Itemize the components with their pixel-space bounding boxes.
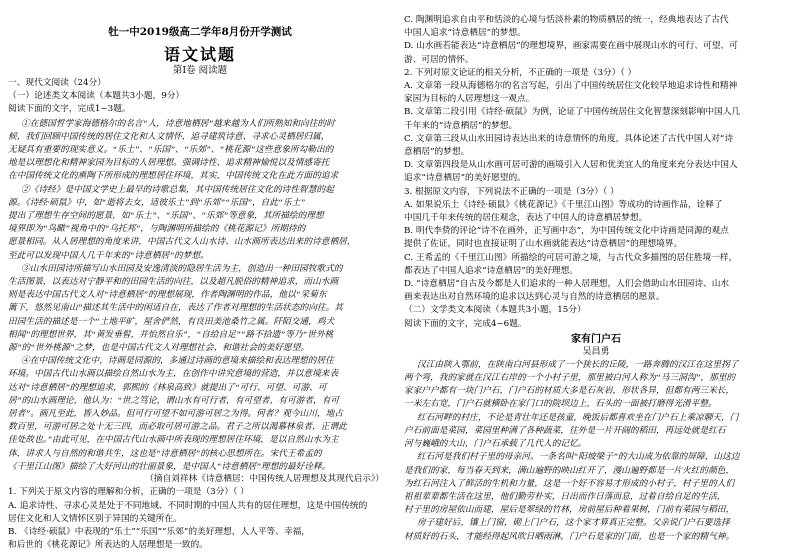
story-line: 红石河是我们村子里的母亲河。一条名叫“阳坡梁子”的大山成为依靠的屏障，山这边: [417, 451, 740, 462]
text-line: 境界即为“鸟瞰”视角中的“乌托邦”，与陶渊明所描绘的《桃花源记》所期待的: [8, 223, 306, 234]
text-line: 达对“诗意栖居”的理想追求，郭熙的《林泉高致》就提出了“可行、可望、可游、可: [8, 381, 327, 392]
text-line: C. 陶渊明追求自由平和恬淡的心境与恬淡朴素的物质栖居的统一，经典地表达了古代: [404, 15, 729, 25]
text-line: 地是以理想化和精神家园为目标的人居理想。强调诗性、追求精神愉悦以及情感寄托: [8, 157, 330, 168]
text-line: 一、现代文阅读（24分）: [8, 78, 106, 88]
story-title: 家有门户石: [571, 333, 621, 345]
text-line: 数百里，可游可居之处十无三四，而必取可居可游之品。君子之所以渴慕林泉者，正谓此: [8, 421, 347, 432]
text-line: 田园生活的描述是一个“土地平旷，屋舍俨然，有良田美池桑竹之属。阡陌交通，鸡犬: [8, 315, 335, 326]
story-line: 两个弯，我的家就在汉江右岸的一个小村子里，那里被白河人称为“马三洞沟”，那里的: [404, 372, 736, 383]
text-line: 候，我们回顾中国传统的居住文化和人文情怀，追寻建筑诗意、寻求心灵栖居归属，: [8, 130, 330, 141]
text-line: 环境。中国古代山水画以描绘自然山水为主，在创作中讲究意境的营造，并以意境来表: [8, 368, 339, 379]
text-line: 画来表达出对自然环境的追求以达到心灵与自然的诗意栖居的愿景。: [404, 292, 665, 303]
text-line: D. “诗意栖居”自古及今都是人们追求的一种人居理想，人们会借助山水田园诗、山水: [404, 279, 730, 290]
text-line: 源”的“世外桃源”之梦，也是中国古代文人对理想社会、和谐社会的美好愿望。: [8, 342, 310, 353]
text-line: 居住文化和人文情怀区别于异国的关键所在。: [8, 513, 182, 524]
story-line: 为红石河注入了鲜活的生机和力量，这是一个好不容易才形成的小村子，村子里的人们: [404, 477, 735, 488]
text-line: 都表达了中国人追求“诗意栖居”的美好理想。: [404, 265, 578, 276]
story-line: 汉江由陕入鄂前，在陕南白河县形成了一个狭长的丘陵，一路奔腾的汉江在这里拐了: [417, 358, 739, 369]
text-line: 相闻”的理想世界，其“黄发垂髫，并怡然自乐”，“自给自足”“路不拾遗”等乃“世外桃: [8, 328, 334, 339]
text-line: 阅读下面的文字，完成1~3题。: [8, 104, 131, 115]
text-line: 佳处故也。”由此可见，在中国古代山水画中所表现的理想居住环境，是以自然山水为主: [8, 434, 339, 445]
story-line: 一米左右宽，门户石就横卧在家门口的院坝边上，石头的一面被打磨得光滑平整。: [404, 398, 717, 409]
text-line: 则是表达中国古代文人对“诗意栖居”的理想展现，作者陶渊明的作品，他以“采菊东: [8, 289, 327, 300]
text-line: 居”的山水画理论，他认为：“世之笃论，谓山水有可行者，有可望者，有可游者，有可: [8, 394, 340, 405]
text-line: 在中国传统文化的熏陶下所形成的理想居住环境，其实，中国传统文化在此方面的追求: [8, 170, 339, 181]
text-line: 至此可以发现中国人几千年来的“诗意栖居”的梦想。: [8, 249, 209, 260]
text-line: 中国人追求“诗意栖居”的梦想。: [404, 28, 526, 39]
text-line: 追求“诗意栖居”的美好愿望的。: [404, 173, 526, 184]
text-line: C. 文章第三段从山水田园诗表达出来的诗意情怀的角度，具体论述了古代中国人对“诗: [404, 133, 734, 144]
text-line: 中国几千年来传统的居住观念，表达了中国人的诗意栖居梦想。: [404, 213, 648, 224]
text-line: 体，讲求人与自然的和谐共生，这也是“诗意栖居”的核心思想所在。宋代王希孟的: [8, 447, 322, 458]
text-line: B. 明代李贽的评论“诗不在画外，正写画中态”，为中国传统文化中诗画是同源的观点: [404, 226, 729, 237]
text-line: 居者”。画凡至此，皆入妙品。但可行可望不如可游可居之为得。何者？观今山川，地占: [8, 408, 343, 419]
story-line: 家家户户都有一块门户石，门户石的材质大多是石灰岩，形状各异，但都有两三米长，: [404, 385, 735, 396]
text-line: 《千里江山图》描绘了大好河山的壮丽景象，是中国人“诗意栖居”理想的最好诠释。: [8, 460, 331, 471]
text-line: 源。《诗经·硕鼠》中，如“逝将去女，适彼乐土”到“乐郊”“乐国”，自此“乐土”: [8, 196, 306, 207]
text-line: 和后世的《桃花源记》所表达的人居理想是一致的。: [8, 540, 208, 551]
story-line: 村子里的房屋依山而建，屋后是翠绿的竹林，房前屋后种着果树，门前有菜园与稻田，: [404, 504, 735, 515]
text-line: B. 《诗经·硕鼠》中表现的“乐土”“乐国”“乐郊”的美好理想，人人平等、幸福，: [8, 526, 310, 537]
text-line: （一）论述类文本阅读（本题共3小题，9分）: [8, 91, 185, 102]
text-line: ④在中国传统文化中，诗画是同源的，多通过诗画的意境来描绘和表达理想的居住: [21, 355, 334, 366]
text-line: 3. 根据原文内容，下列说法不正确的一项是（3分）（ ）: [404, 186, 619, 197]
story-line: 是我们的家，每当春天到来，满山遍野的映山红开了，漫山遍野都是一片火红的颜色，: [404, 464, 735, 475]
text-line: 愿景相同。从人居理想的角度来讲，中国古代文人山水诗、山水画所表达出来的诗意栖居，: [8, 236, 356, 247]
text-line: 提出了理想生存空间的愿景，如“乐土”、“乐国”、“乐郊”等意象，其所描绘的理想: [8, 210, 324, 221]
story-line: 河与巍峨的大山，门户石承载了几代人的记忆。: [404, 438, 587, 449]
story-line: 房子建好后，镶上门窗，砌上门户石，这个家才算真正完整。父亲说门户石要选择: [417, 517, 730, 528]
text-line: 千年来的“诗意栖居”的梦想。: [404, 120, 518, 131]
text-line: 无疑具有重要的现实意义。“乐土”、“乐国”、“乐郊”、“桃花源”这些意象所勾勒出的: [8, 144, 334, 155]
text-line: 生活图景，以表达对宁静平和的田园生活的向往，以及超凡脱俗的精神追求，而山水画: [8, 276, 339, 287]
exam-title: 语文试题: [163, 45, 236, 64]
text-line: 家园为目标的人居理想这一观点。: [404, 94, 535, 105]
text-line: 意栖居”的梦想。: [404, 147, 470, 158]
text-line: 篱下，悠然见南山”描述其生活中的闲适自在，表达了作者对理想的生活状态的向往。其: [8, 302, 343, 313]
text-line: A. 追求诗性、寻求心灵是处于不同地域、不同时期的中国人共有的居住理想，这是中国传统的: [8, 500, 368, 511]
text-line: C. 王希孟的《千里江山图》所描绘的可居可游之境，与古代众多描图的居住胜境一样，: [404, 252, 738, 263]
text-line: A. 文章第一段从海德格尔的名言写起，引出了中国传统居住文化较早地追求诗性和精神: [404, 81, 738, 92]
text-line: 游、可居的情怀。: [404, 54, 474, 65]
right-text-block: [404, 14, 788, 331]
text-line: 提供了佐证，同时也直接证明了山水画就能表达“诗意栖居”的理想境界。: [404, 239, 683, 250]
right-column: [404, 0, 788, 543]
text-line: 1. 下列关于原文内容的理解和分析，正确的一项是（3分）（ ）: [8, 487, 249, 498]
story-line: 红石河畔的村庄，不论是青壮年还是孩童，晚饭后都喜欢坐在门户石上乘凉聊天，门: [417, 411, 739, 422]
text-line: ③山水田园诗所描写山水田园及安逸清淡的隐居生活为主，创造出一种田园牧歌式的: [21, 262, 343, 273]
text-line: （二）文学类文本阅读（本题共3小题，15分）: [404, 305, 586, 316]
story-line: 材质好的石头，才能经得起风吹日晒雨淋，门户石是家的门面，也是一个家的精气神。: [404, 530, 735, 541]
exam-header: 牡一中2019级高二学年8月份开学测试: [108, 26, 292, 38]
text-line: D. 文章第四段是从山水画可居可游的画境引入人居和优美宜人的角度来充分表达中国人: [404, 160, 738, 171]
story-line: 户石前面是菜园，菜园里种满了各种蔬菜，往外是一片开阔的稻田，再远处就是红石: [404, 424, 726, 435]
story-text-block: [404, 358, 788, 543]
text-line: ①在德国哲学家海德格尔的名言“人，诗意地栖居”越来越为人们所熟知和向往的时: [21, 117, 335, 128]
story-line: 祖祖辈辈都生活在这里，他们勤劳朴实，日出而作日落而息，过着自给自足的生活，: [404, 490, 726, 501]
text-line: B. 文章第二段引用《诗经·硕鼠》为例，论证了中国传统居住文化智慧深刻影响中国人几: [404, 107, 741, 118]
left-text-block: [8, 77, 392, 552]
text-line: 阅读下面的文字，完成4~6题。: [404, 318, 527, 329]
volume-label: 第Ⅰ卷 阅读题: [172, 65, 228, 76]
left-column: [8, 0, 392, 552]
text-line: 2. 下列对原文论证的相关分析，不正确的一项是（3分）（ ）: [404, 67, 637, 78]
text-line: ②《诗经》是中国文学史上最早的诗歌总集，其中国传统居住文化的诗性智慧的起: [21, 183, 334, 194]
text-line: D. 山水画若能表达“诗意栖居”的理想境界，画家需要在画中展现山水的可行、可望、可: [404, 41, 738, 52]
text-line: A. 如果说乐土《诗经·硕鼠》《桃花源记》《千里江山图》等成功的诗画作品，诠释了: [404, 199, 723, 210]
story-author: 吴昌勇: [582, 346, 610, 357]
text-line: （摘自刘祥林《诗意栖居：中国传统人居理想及其现代启示》）: [145, 474, 384, 485]
